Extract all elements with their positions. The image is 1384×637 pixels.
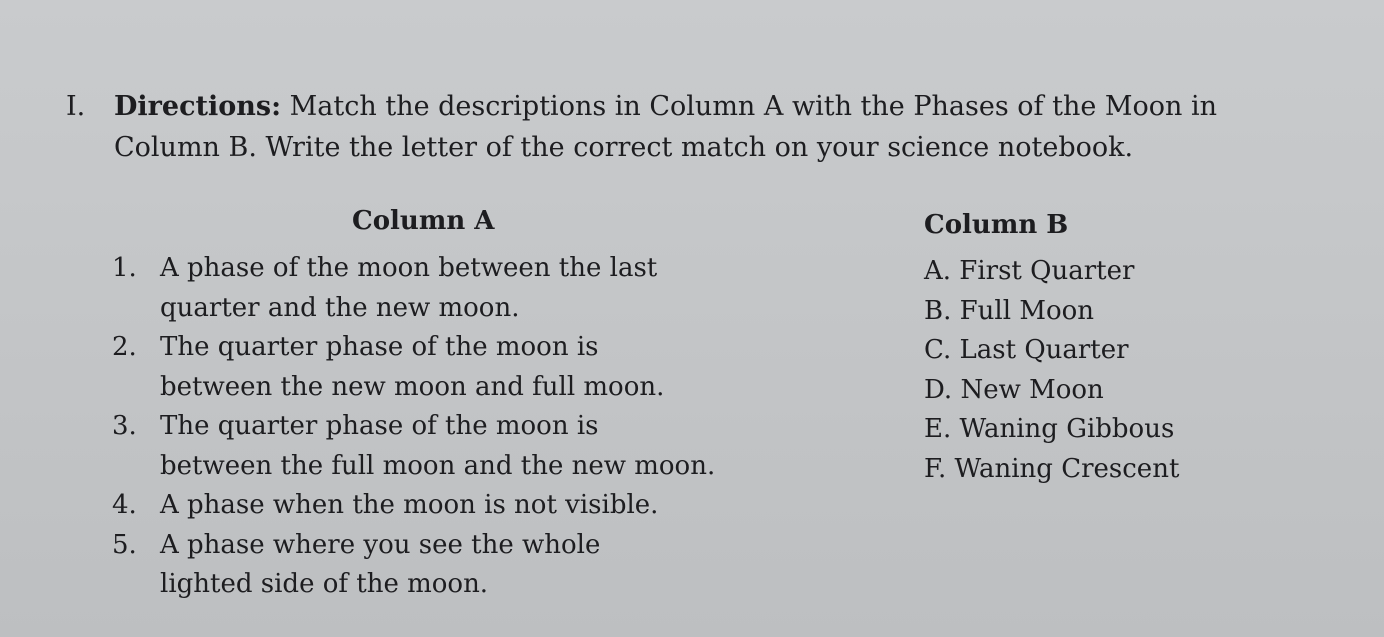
item-description [160,526,760,605]
list-item [112,486,812,526]
column-a-list [112,249,812,605]
section-numeral: I. [66,91,86,122]
option-new-moon: D. New Moon [924,374,1104,405]
item-description [160,407,760,486]
option-full-moon: B. Full Moon [924,295,1094,326]
option-waning-gibbous: E. Waning Gibbous [924,414,1175,444]
list-item [112,249,812,328]
item-number: 2. [112,332,137,362]
list-item [112,526,812,605]
item-description [160,486,760,526]
item-line: The quarter phase of the moon is [160,332,599,362]
item-line: between the full moon and the new moon. [160,450,716,481]
item-line: A phase where you see the whole [160,529,601,560]
directions-line-2: Column B. Write the letter of the correct match on your science notebook. [114,132,1134,163]
column-b-list [924,252,1179,489]
item-number: 4. [112,490,137,520]
directions-line-1-text: Match the descriptions in Column A with the Phases of the Moon in [289,91,1218,122]
directions-label: Directions: [114,91,282,122]
list-item [112,407,812,486]
column-a-heading: Column A [352,206,495,236]
directions-line-1 [114,86,1274,127]
item-number: 1. [112,253,137,283]
column-b-heading: Column B [924,210,1069,240]
directions-text [114,86,1274,168]
item-line: between the new moon and full moon. [160,371,665,402]
list-item [112,328,812,407]
item-line: The quarter phase of the moon is [160,411,599,441]
item-number: 3. [112,411,137,441]
option-waning-crescent: F. Waning Crescent [924,453,1180,484]
item-line: lighted side of the moon. [160,569,489,599]
item-description [160,328,760,407]
item-line: quarter and the new moon. [160,292,520,323]
item-description [160,249,760,328]
item-line: A phase when the moon is not visible. [160,490,659,520]
item-line: A phase of the moon between the last [160,253,658,283]
option-last-quarter: C. Last Quarter [924,335,1129,365]
option-first-quarter: A. First Quarter [924,256,1135,286]
item-number: 5. [112,529,137,560]
